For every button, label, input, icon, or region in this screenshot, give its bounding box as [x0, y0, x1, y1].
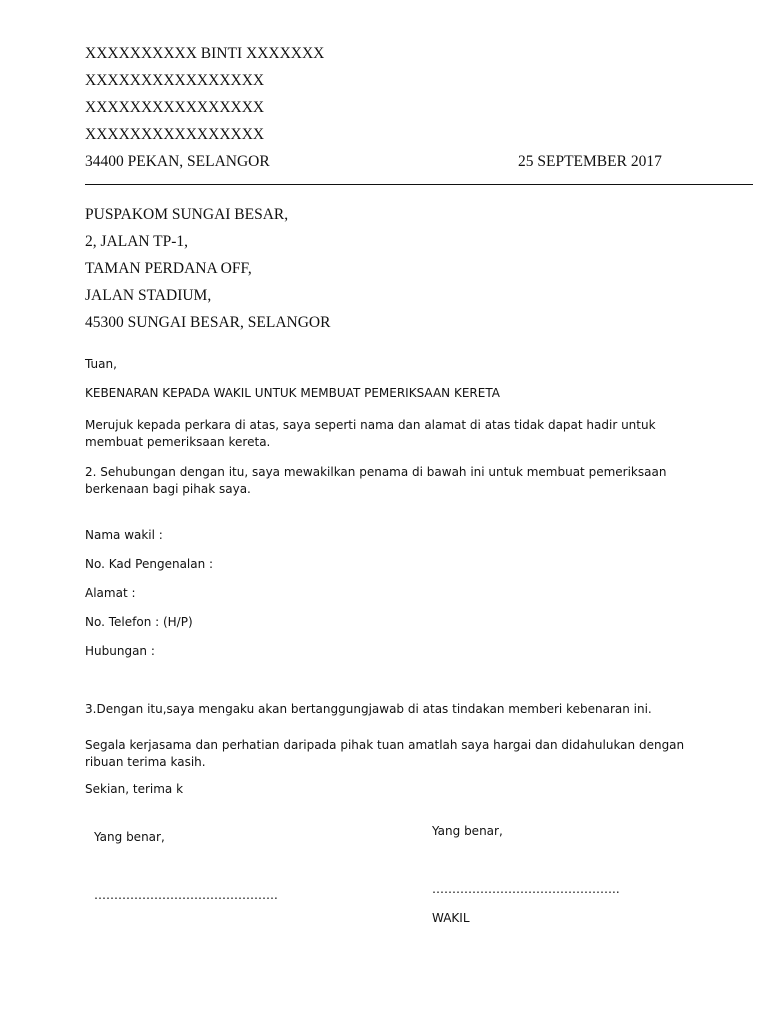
paragraph-4: Segala kerjasama dan perhatian daripada pihak tuan amatlah saya hargai dan didahulukan dengan ribuan terima kasih. [85, 738, 685, 769]
paragraph-2: 2. Sehubungan dengan itu, saya mewakilkan penama di bawah ini untuk membuat pemeriksaan berkenaan bagi pihak saya. [85, 465, 667, 496]
salutation: Tuan, [85, 357, 117, 371]
sender-name: XXXXXXXXXX BINTI XXXXXXX [85, 45, 325, 62]
field-nama-wakil: Nama wakil : [85, 528, 163, 542]
sender-postcode-city: 34400 PEKAN, SELANGOR [85, 153, 270, 170]
field-hubungan: Hubungan : [85, 644, 155, 658]
closing-line: Sekian, terima k [85, 782, 184, 796]
recipient-line-2: 2, JALAN TP-1, [85, 233, 189, 250]
recipient-line-5: 45300 SUNGAI BESAR, SELANGOR [85, 314, 331, 331]
signature-right-line: ……………………………………….. [432, 882, 620, 896]
signature-left-line: ………………………………………. [94, 888, 278, 902]
signature-right-label: Yang benar, [432, 824, 503, 838]
sender-address-line-3: XXXXXXXXXXXXXXXX [85, 126, 265, 143]
sender-address-line-2: XXXXXXXXXXXXXXXX [85, 99, 265, 116]
field-kad-pengenalan: No. Kad Pengenalan : [85, 557, 214, 571]
recipient-line-1: PUSPAKOM SUNGAI BESAR, [85, 206, 289, 223]
subject-line: KEBENARAN KEPADA WAKIL UNTUK MEMBUAT PEMERIKSAAN KERETA [85, 386, 500, 400]
letter-date: 25 SEPTEMBER 2017 [518, 153, 662, 170]
field-alamat: Alamat : [85, 586, 136, 600]
field-telefon: No. Telefon : (H/P) [85, 615, 193, 629]
signature-right-role: WAKIL [432, 911, 470, 925]
recipient-line-4: JALAN STADIUM, [85, 287, 212, 304]
sender-address-line-1: XXXXXXXXXXXXXXXX [85, 72, 265, 89]
paragraph-1: Merujuk kepada perkara di atas, saya seperti nama dan alamat di atas tidak dapat hadir untuk membuat pemeriksaan kereta. [85, 418, 656, 449]
paragraph-3: 3.Dengan itu,saya mengaku akan bertanggungjawab di atas tindakan memberi kebenaran ini. [85, 702, 652, 716]
recipient-line-3: TAMAN PERDANA OFF, [85, 260, 252, 277]
signature-left-label: Yang benar, [94, 830, 165, 844]
header-divider [85, 184, 753, 185]
